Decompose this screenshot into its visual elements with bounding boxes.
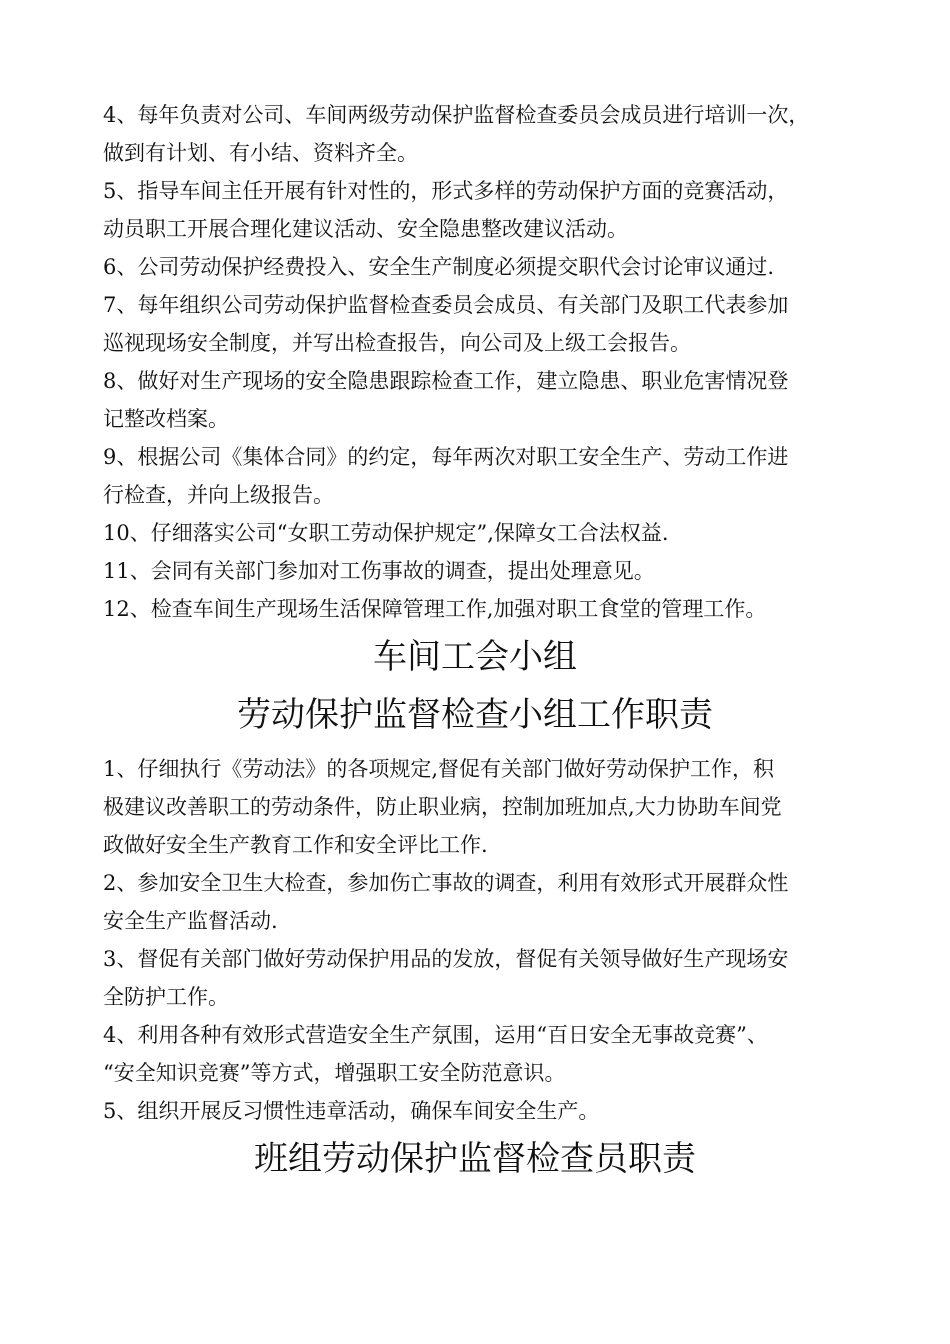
item-8-line-1: 8、做好对生产现场的安全隐患跟踪检查工作，建立隐患、职业危害情况登 (103, 369, 789, 393)
section-heading-labor-protection-group-duties: 劳动保护监督检查小组工作职责 (237, 695, 713, 735)
item-4-line-1: 4、每年负责对公司、车间两级劳动保护监督检查委员会成员进行培训一次， (103, 103, 810, 127)
item-9-line-2: 行检查，并向上级报告。 (103, 483, 334, 507)
item-9-line-1: 9、根据公司《集体合同》的约定，每年两次对职工安全生产、劳动工作进 (103, 445, 789, 469)
group-item-1-line-1: 1、仔细执行《劳动法》的各项规定,督促有关部门做好劳动保护工作，积 (103, 757, 775, 781)
group-item-2-line-1: 2、参加安全卫生大检查，参加伤亡事故的调查，利用有效形式开展群众性 (103, 871, 789, 895)
item-7-line-1: 7、每年组织公司劳动保护监督检查委员会成员、有关部门及职工代表参加 (103, 293, 789, 317)
section-heading-workshop-union-group: 车间工会小组 (373, 637, 577, 677)
item-11-line-1: 11、会同有关部门参加对工伤事故的调查，提出处理意见。 (103, 559, 655, 583)
item-5-line-2: 动员职工开展合理化建议活动、安全隐患整改建议活动。 (103, 217, 628, 241)
section-heading-team-inspector-duties: 班组劳动保护监督检查员职责 (254, 1139, 696, 1179)
item-10-line-1: 10、仔细落实公司“女职工劳动保护规定”,保障女工合法权益. (103, 521, 669, 545)
item-7-line-2: 巡视现场安全制度，并写出检查报告，向公司及上级工会报告。 (103, 331, 691, 355)
group-item-1-line-2: 极建议改善职工的劳动条件，防止职业病，控制加班加点,大力协助车间党 (103, 795, 782, 819)
group-item-3-line-1: 3、督促有关部门做好劳动保护用品的发放，督促有关领导做好生产现场安 (103, 947, 789, 971)
item-12-line-1: 12、检查车间生产现场生活保障管理工作,加强对职工食堂的管理工作。 (103, 597, 767, 621)
group-item-2-line-2: 安全生产监督活动. (103, 909, 278, 933)
group-item-1-line-3: 政做好安全生产教育工作和安全评比工作. (103, 833, 488, 857)
group-item-4-line-1: 4、利用各种有效形式营造安全生产氛围，运用“百日安全无事故竞赛”、 (103, 1023, 768, 1047)
group-item-3-line-2: 全防护工作。 (103, 985, 229, 1009)
group-item-4-line-2: “安全知识竞赛”等方式，增强职工安全防范意识。 (103, 1061, 566, 1085)
item-4-line-2: 做到有计划、有小结、资料齐全。 (103, 141, 418, 165)
item-5-line-1: 5、指导车间主任开展有针对性的，形式多样的劳动保护方面的竞赛活动， (103, 179, 789, 203)
item-6-line-1: 6、公司劳动保护经费投入、安全生产制度必须提交职代会讨论审议通过. (103, 255, 775, 279)
group-item-5-line-1: 5、组织开展反习惯性违章活动，确保车间安全生产。 (103, 1099, 600, 1123)
item-8-line-2: 记整改档案。 (103, 407, 229, 431)
